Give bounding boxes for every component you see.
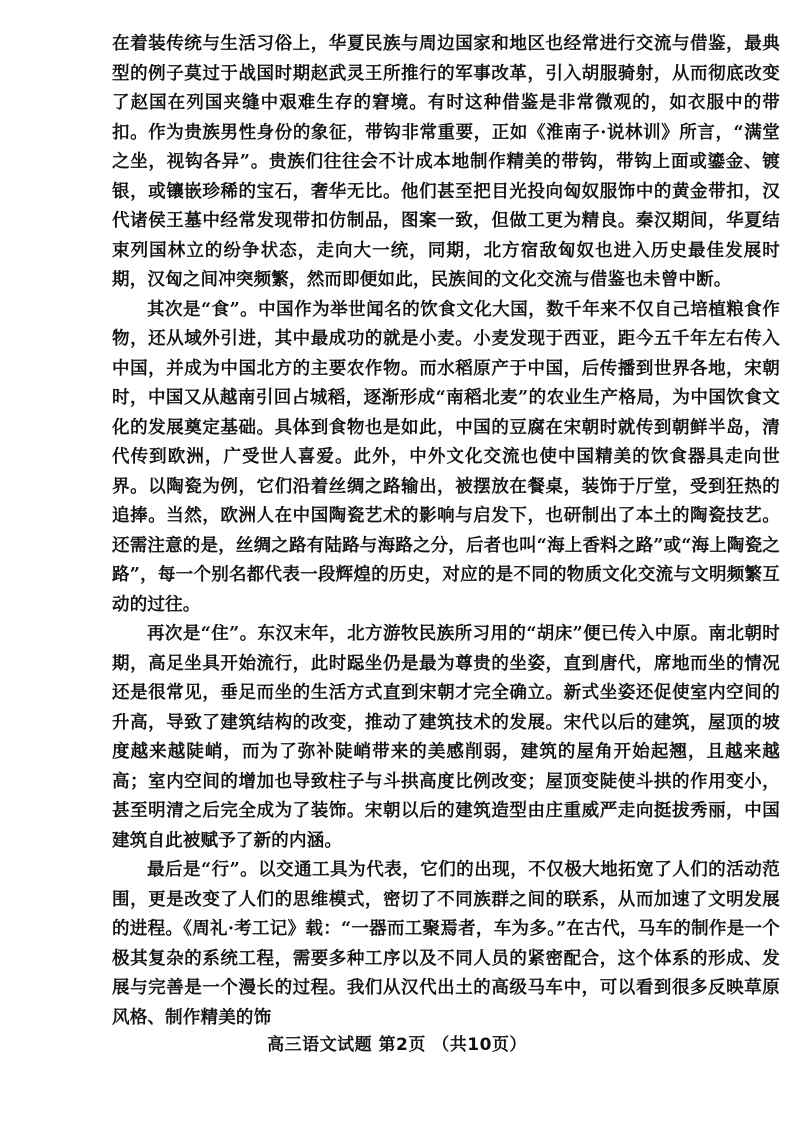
article-body <box>112 30 780 1033</box>
paragraph-food: 其次是“食”。中国作为举世闻名的饮食文化大国，数千年来不仅自己培植粮食作物，还从域外引进，其中最成功的就是小麦。小麦发现于西亚，距今五千年左右传入中国，并成为中国北方的主要农作物。而水稻原产于中国，后传播到世界各地，宋朝时，中国又从越南引回占城稻，逐渐形成“南稻北麦”的农业生产格局，为中国饮食文化的发展奠定基础。具体到食物也是如此，中国的豆腐在宋朝时就传到朝鲜半岛，清代传到欧洲，广受世人喜爱。此外，中外文化交流也使中国精美的饮食器具走向世界。以陶瓷为例，它们沿着丝绸之路输出，被摆放在餐桌，装饰于厅堂，受到狂热的追捧。当然，欧洲人在中国陶瓷艺术的影响与启发下，也研制出了本土的陶瓷技艺。还需注意的是，丝绸之路有陆路与海路之分，后者也叫“海上香料之路”或“海上陶瓷之路”，每一个别名都代表一段辉煌的历史，对应的是不同的物质文化交流与文明频繁互动的过往。 <box>112 299 780 615</box>
paragraph-housing: 再次是“住”。东汉末年，北方游牧民族所习用的“胡床”便已传入中原。南北朝时期，高足坐具开始流行，此时跽坐仍是最为尊贵的坐姿，直到唐代，席地而坐的情况还是很常见，垂足而坐的生活方式直到宋朝才完全确立。新式坐姿还促使室内空间的升高，导致了建筑结构的改变，推动了建筑技术的发展。宋代以后的建筑，屋顶的坡度越来越陡峭，而为了弥补陡峭带来的美感削弱，建筑的屋角开始起翘，且越来越高；室内空间的增加也导致柱子与斗拱高度比例改变；屋顶变陡使斗拱的作用变小，甚至明清之后完全成为了装饰。宋朝以后的建筑造型由庄重威严走向挺拔秀丽，中国建筑自此被赋予了新的内涵。 <box>112 624 780 851</box>
paragraph-transport: 最后是“行”。以交通工具为代表，它们的出现，不仅极大地拓宽了人们的活动范围，更是改变了人们的思维模式，密切了不同族群之间的联系，从而加速了文明发展的进程。《周礼·考工记》载：“一器而工聚焉者，车为多。”在古代，马车的制作是一个极其复杂的系统工程，需要多种工序以及不同人员的紧密配合，这个体系的形成、发展与完善是一个漫长的过程。我们从汉代出土的高级马车中，可以看到很多反映草原风格、制作精美的饰 <box>112 860 780 1028</box>
page-footer: 高三语文试题 第2页 （共10页） <box>267 1035 527 1055</box>
paragraph-clothing-continued: 在着装传统与生活习俗上，华夏民族与周边国家和地区也经常进行交流与借鉴，最典型的例子莫过于战国时期赵武灵王所推行的军事改革，引入胡服骑射，从而彻底改变了赵国在列国夹缝中艰难生存的窘境。有时这种借鉴是非常微观的，如衣服中的带扣。作为贵族男性身份的象征，带钩非常重要，正如《淮南子·说林训》所言，“满堂之坐，视钩各异”。贵族们往往会不计成本地制作精美的带钩，带钩上面或鎏金、镀银，或镶嵌珍稀的宝石，奢华无比。他们甚至把目光投向匈奴服饰中的黄金带扣，汉代诸侯王墓中经常发现带扣仿制品，图案一致，但做工更为精良。秦汉期间，华夏结束列国林立的纷争状态，走向大一统，同期，北方宿敌匈奴也进入历史最佳发展时期，汉匈之间冲突频繁，然而即便如此，民族间的文化交流与借鉴也未曾中断。 <box>112 34 780 290</box>
